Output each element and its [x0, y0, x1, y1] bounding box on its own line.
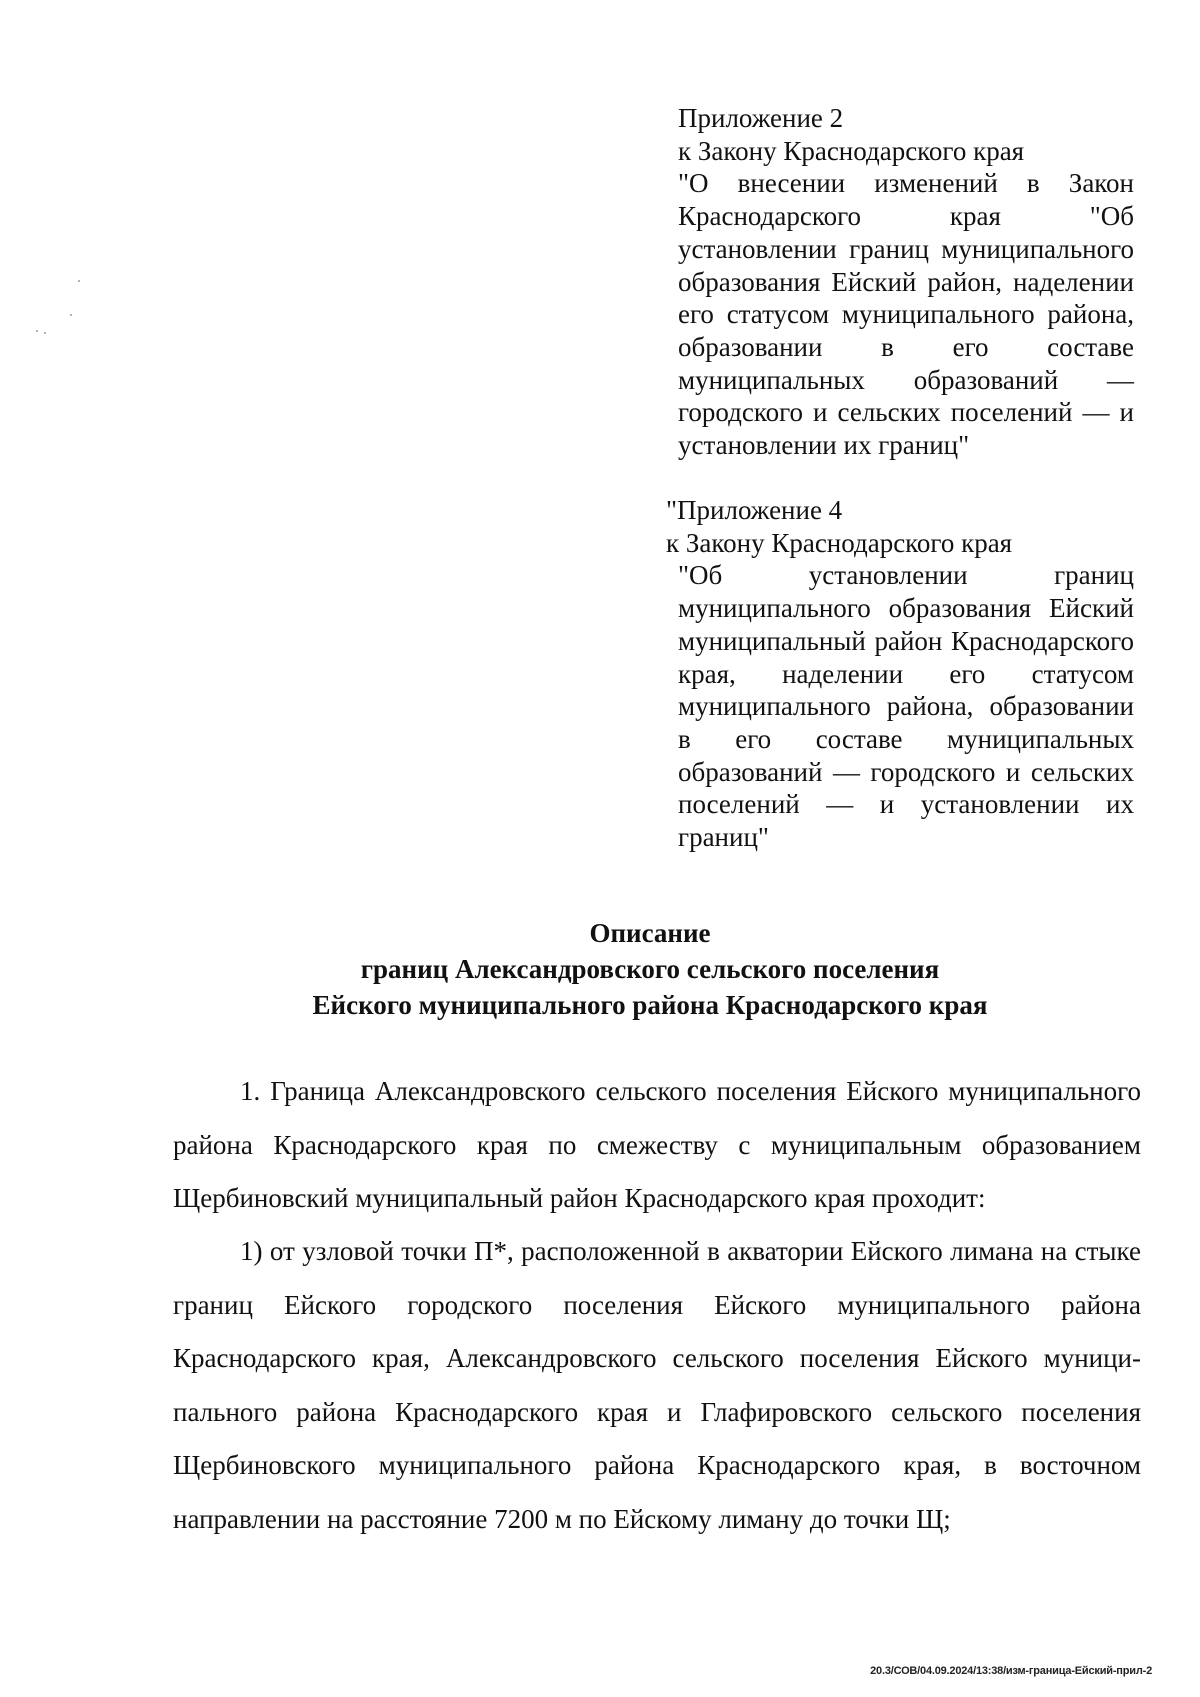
appendix-4-title: "Приложение 4 [666, 495, 843, 525]
appendix-4-header [666, 494, 1134, 854]
appendix-2-law-name: "О внесении изменений в Закон Краснодарского края "Об установлении границ муниципального образования Ейский район, наделении его статусом муниципального района, образовании в его составе муниципальных образований — городского и сельских поселений — и установлении их границ" [678, 168, 1134, 461]
body-paragraph-1 [173, 1065, 1141, 1226]
document-title [0, 915, 1200, 1023]
appendix-4-law-reference: к Закону Краснодарского края [666, 527, 1013, 558]
body-paragraph-2 [173, 1225, 1141, 1546]
appendix-4-law-name: "Об установлении границ муниципального образования Ейский муниципальный район Краснодарского края, наделении его статусом муниципального района, образовании в его составе муниципальных образований — городского и сельских поселений — и установлении их границ" [678, 560, 1134, 853]
paragraph-text: 1. Граница Александровского сельского поселения Ейского муниципального района Краснодарского края по смежеству с муниципальным образованием Щербиновский муниципальный район Краснодарского края проходит: [173, 1076, 1141, 1213]
scan-speck [44, 332, 46, 334]
scan-specks [30, 250, 90, 390]
footer-document-code: 20.3/СОВ/04.09.2024/13:38/изм-граница-Ейский-прил-2 [870, 1665, 1152, 1677]
title-line-1: Описание [589, 918, 711, 948]
appendix-2-header [678, 102, 1134, 462]
title-line-3: Ейского муниципального района Краснодарского края [312, 990, 988, 1020]
title-line-2: границ Александровского сельского поселения [360, 954, 940, 984]
scan-speck [36, 330, 38, 332]
appendix-2-law-reference: к Закону Краснодарского края [678, 135, 1025, 166]
paragraph-text: 1) от узловой точки П*, расположенной в акватории Ейского лимана на стыке границ Ейского городского поселения Ейского муниципального района Краснодарского края, Александровского сельского поселения Ейского муниципального района Краснодарского края и Глафировского сельского поселения Щербиновского муниципального района Краснодарского края, в восточном направлении на расстояние 7200 м по Ейскому лиману до точки Щ; [173, 1236, 1141, 1534]
appendix-2-title: Приложение 2 [678, 103, 844, 133]
scan-speck [70, 314, 72, 316]
scan-speck [78, 280, 80, 282]
